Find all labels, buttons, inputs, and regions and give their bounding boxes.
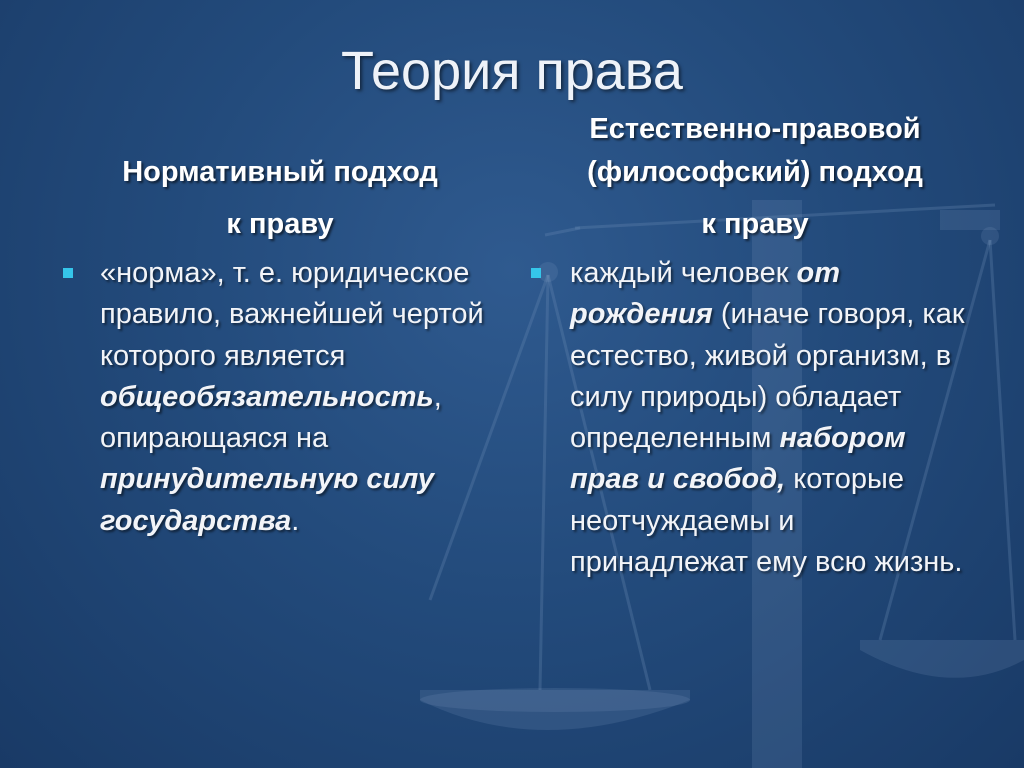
normative-approach-heading [60, 151, 500, 255]
bullet-emphasis: принудительную силу государства [100, 463, 434, 537]
normative-approach-bullet [100, 253, 500, 542]
bullet-emphasis: от рождения [570, 257, 840, 331]
heading-line: Нормативный подход [122, 156, 438, 188]
bullet-text: которые неотчуждаемы и принадлежат ему всю жизнь. [570, 463, 963, 579]
natural-law-approach-heading [520, 108, 990, 246]
heading-line: (философский) подход [587, 156, 923, 188]
bullet-text: «норма», т. е. юридическое правило, важнейшей чертой которого является [100, 257, 484, 372]
bullet-marker-icon [531, 268, 541, 278]
slide-title: Теория права [341, 41, 683, 101]
bullet-emphasis: набором прав и свобод, [570, 422, 906, 496]
bullet-text: каждый человек [570, 257, 797, 289]
bullet-text: . [291, 504, 300, 537]
bullet-text: , опирающаяся на [100, 380, 442, 455]
bullet-marker-icon [63, 268, 73, 278]
natural-law-approach-bullet [570, 253, 970, 583]
heading-line: Естественно-правовой [589, 113, 921, 145]
heading-line: к праву [701, 208, 809, 240]
bullet-text: (иначе говоря, как естество, живой организм, в силу природы) обладает определенным [570, 298, 965, 455]
heading-line: к праву [226, 208, 334, 240]
bullet-emphasis: общеобязательность [100, 380, 434, 413]
